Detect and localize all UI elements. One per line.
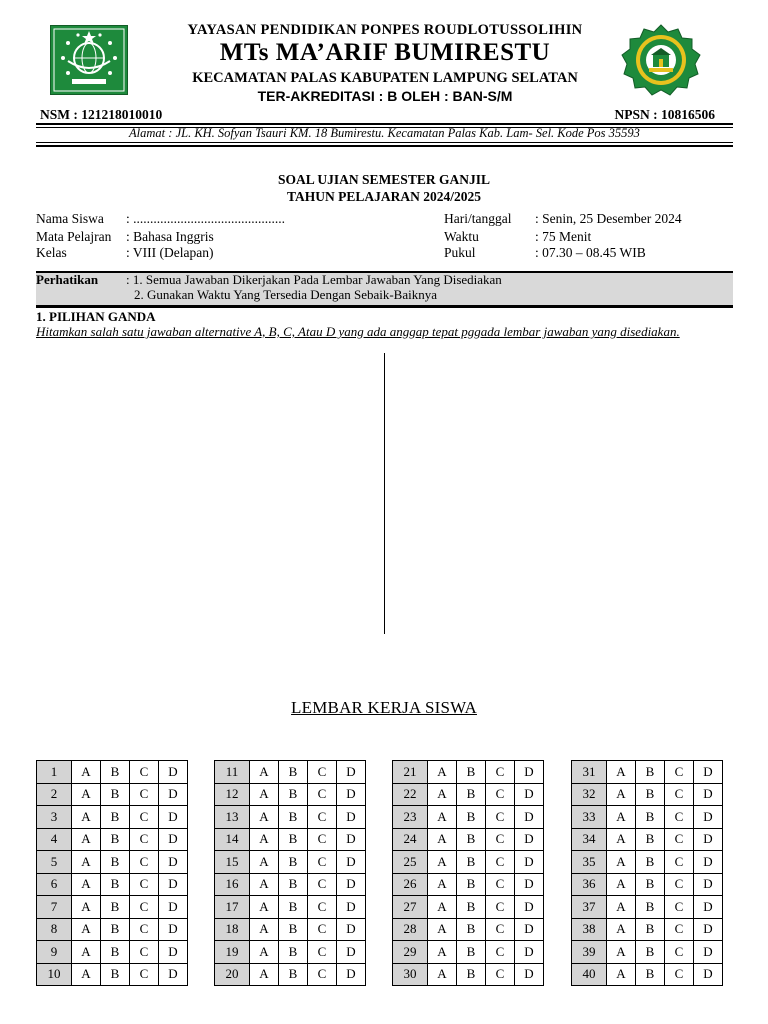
question-number: 34 xyxy=(572,828,607,851)
answer-option-b[interactable]: B xyxy=(457,783,486,806)
hour-label: Pukul xyxy=(444,245,476,260)
answer-option-b[interactable]: B xyxy=(101,896,130,919)
answer-option-d[interactable]: D xyxy=(694,761,723,784)
section-heading: 1. PILIHAN GANDA xyxy=(36,309,156,324)
answer-option-a[interactable]: A xyxy=(250,761,279,784)
school-emblem-logo xyxy=(621,24,701,96)
answer-row xyxy=(37,783,188,806)
answer-row xyxy=(572,851,723,874)
answer-option-a[interactable]: A xyxy=(428,828,457,851)
answer-option-d[interactable]: D xyxy=(515,828,544,851)
answer-option-d[interactable]: D xyxy=(694,896,723,919)
question-number: 13 xyxy=(215,806,250,829)
answer-option-d[interactable]: D xyxy=(159,761,188,784)
answer-option-c[interactable]: C xyxy=(665,851,694,874)
answer-option-a[interactable]: A xyxy=(72,963,101,986)
nahdlatul-ulama-logo xyxy=(50,25,128,95)
question-number: 23 xyxy=(393,806,428,829)
answer-row xyxy=(393,896,544,919)
question-number: 32 xyxy=(572,783,607,806)
header-divider xyxy=(36,123,733,125)
answer-option-b[interactable]: B xyxy=(636,806,665,829)
answer-option-c[interactable]: C xyxy=(308,806,337,829)
exam-title: SOAL UJIAN SEMESTER GANJIL xyxy=(278,172,490,187)
answer-row xyxy=(215,963,366,986)
question-number: 38 xyxy=(572,918,607,941)
question-number: 29 xyxy=(393,941,428,964)
answer-option-a[interactable]: A xyxy=(72,783,101,806)
answer-option-b[interactable]: B xyxy=(636,896,665,919)
answer-option-b[interactable]: B xyxy=(101,851,130,874)
answer-row xyxy=(215,828,366,851)
answer-option-a[interactable]: A xyxy=(607,873,636,896)
answer-option-b[interactable]: B xyxy=(457,918,486,941)
school-name: MTs MA’ARIF BUMIRESTU xyxy=(219,39,551,66)
answer-option-a[interactable]: A xyxy=(428,806,457,829)
answer-row xyxy=(37,873,188,896)
answer-option-b[interactable]: B xyxy=(457,873,486,896)
question-number: 27 xyxy=(393,896,428,919)
answer-option-c[interactable]: C xyxy=(130,783,159,806)
answer-option-d[interactable]: D xyxy=(159,806,188,829)
answer-row xyxy=(37,896,188,919)
answer-option-c[interactable]: C xyxy=(486,896,515,919)
answer-option-c[interactable]: C xyxy=(665,873,694,896)
question-number: 17 xyxy=(215,896,250,919)
answer-option-c[interactable]: C xyxy=(486,783,515,806)
answer-option-a[interactable]: A xyxy=(428,873,457,896)
answer-option-a[interactable]: A xyxy=(607,806,636,829)
answer-option-d[interactable]: D xyxy=(515,761,544,784)
question-number: 4 xyxy=(37,828,72,851)
answer-option-c[interactable]: C xyxy=(308,873,337,896)
answer-option-a[interactable]: A xyxy=(428,896,457,919)
answer-option-c[interactable]: C xyxy=(130,828,159,851)
answer-option-d[interactable]: D xyxy=(159,941,188,964)
answer-option-b[interactable]: B xyxy=(279,828,308,851)
answer-option-a[interactable]: A xyxy=(72,806,101,829)
answer-option-c[interactable]: C xyxy=(130,941,159,964)
answer-option-a[interactable]: A xyxy=(250,896,279,919)
answer-option-d[interactable]: D xyxy=(515,941,544,964)
answer-option-d[interactable]: D xyxy=(337,918,366,941)
answer-option-d[interactable]: D xyxy=(515,873,544,896)
answer-option-b[interactable]: B xyxy=(279,851,308,874)
answer-option-c[interactable]: C xyxy=(665,761,694,784)
answer-option-c[interactable]: C xyxy=(665,963,694,986)
answer-row xyxy=(572,873,723,896)
answer-row xyxy=(572,806,723,829)
answer-option-b[interactable]: B xyxy=(457,963,486,986)
answer-row xyxy=(215,873,366,896)
answer-option-c[interactable]: C xyxy=(130,896,159,919)
answer-row xyxy=(572,941,723,964)
answer-row xyxy=(572,783,723,806)
answer-row xyxy=(572,918,723,941)
answer-row xyxy=(215,941,366,964)
answer-option-c[interactable]: C xyxy=(486,873,515,896)
answer-option-b[interactable]: B xyxy=(457,828,486,851)
answer-option-c[interactable]: C xyxy=(308,783,337,806)
answer-option-a[interactable]: A xyxy=(428,783,457,806)
answer-option-a[interactable]: A xyxy=(607,918,636,941)
answer-row xyxy=(393,783,544,806)
answer-option-d[interactable]: D xyxy=(515,963,544,986)
question-number: 40 xyxy=(572,963,607,986)
answer-option-c[interactable]: C xyxy=(308,828,337,851)
answer-option-d[interactable]: D xyxy=(337,941,366,964)
hour-value: : 07.30 – 08.45 WIB xyxy=(535,245,646,260)
question-number: 5 xyxy=(37,851,72,874)
question-number: 28 xyxy=(393,918,428,941)
answer-grid-1 xyxy=(36,760,188,986)
answer-option-a[interactable]: A xyxy=(250,963,279,986)
answer-row xyxy=(37,918,188,941)
attention-line-1: : 1. Semua Jawaban Dikerjakan Pada Lembar Jawaban Yang Disediakan xyxy=(126,272,502,287)
duration-label: Waktu xyxy=(444,229,479,244)
answer-row xyxy=(572,761,723,784)
answer-option-d[interactable]: D xyxy=(159,783,188,806)
question-number: 19 xyxy=(215,941,250,964)
question-number: 2 xyxy=(37,783,72,806)
question-number: 20 xyxy=(215,963,250,986)
question-number: 37 xyxy=(572,896,607,919)
answer-row xyxy=(393,761,544,784)
question-number: 1 xyxy=(37,761,72,784)
answer-option-a[interactable]: A xyxy=(428,851,457,874)
question-number: 16 xyxy=(215,873,250,896)
answer-option-b[interactable]: B xyxy=(457,761,486,784)
answer-row xyxy=(215,896,366,919)
answer-option-b[interactable]: B xyxy=(279,761,308,784)
question-number: 14 xyxy=(215,828,250,851)
answer-option-c[interactable]: C xyxy=(486,963,515,986)
answer-option-d[interactable]: D xyxy=(515,896,544,919)
question-number: 6 xyxy=(37,873,72,896)
answer-row xyxy=(572,828,723,851)
answer-row xyxy=(215,851,366,874)
answer-option-c[interactable]: C xyxy=(308,761,337,784)
answer-row xyxy=(215,806,366,829)
answer-option-c[interactable]: C xyxy=(130,918,159,941)
answer-option-b[interactable]: B xyxy=(279,783,308,806)
answer-option-c[interactable]: C xyxy=(665,941,694,964)
answer-row xyxy=(393,963,544,986)
answer-option-c[interactable]: C xyxy=(665,783,694,806)
answer-row xyxy=(393,918,544,941)
attention-label: Perhatikan xyxy=(36,272,99,287)
question-number: 36 xyxy=(572,873,607,896)
answer-option-b[interactable]: B xyxy=(636,873,665,896)
answer-option-d[interactable]: D xyxy=(159,851,188,874)
answer-option-a[interactable]: A xyxy=(250,873,279,896)
answer-option-c[interactable]: C xyxy=(308,851,337,874)
answer-option-b[interactable]: B xyxy=(101,761,130,784)
answer-option-a[interactable]: A xyxy=(72,828,101,851)
answer-grid-4 xyxy=(571,760,723,986)
answer-row xyxy=(37,941,188,964)
answer-option-d[interactable]: D xyxy=(694,828,723,851)
answer-row xyxy=(37,806,188,829)
duration-value: : 75 Menit xyxy=(535,229,592,244)
answer-option-c[interactable]: C xyxy=(486,918,515,941)
question-number: 31 xyxy=(572,761,607,784)
answer-option-d[interactable]: D xyxy=(694,783,723,806)
answer-option-b[interactable]: B xyxy=(279,896,308,919)
answer-option-d[interactable]: D xyxy=(159,828,188,851)
answer-option-a[interactable]: A xyxy=(250,828,279,851)
answer-row xyxy=(572,896,723,919)
answer-option-d[interactable]: D xyxy=(159,896,188,919)
answer-option-a[interactable]: A xyxy=(72,851,101,874)
question-number: 9 xyxy=(37,941,72,964)
answer-option-b[interactable]: B xyxy=(636,828,665,851)
answer-option-b[interactable]: B xyxy=(101,783,130,806)
answer-option-c[interactable]: C xyxy=(130,851,159,874)
answer-row xyxy=(393,828,544,851)
answer-option-d[interactable]: D xyxy=(515,851,544,874)
question-number: 26 xyxy=(393,873,428,896)
question-number: 8 xyxy=(37,918,72,941)
answer-option-d[interactable]: D xyxy=(159,873,188,896)
question-number: 22 xyxy=(393,783,428,806)
answer-option-d[interactable]: D xyxy=(694,806,723,829)
answer-option-a[interactable]: A xyxy=(428,941,457,964)
answer-option-b[interactable]: B xyxy=(457,896,486,919)
answer-row xyxy=(393,941,544,964)
question-number: 24 xyxy=(393,828,428,851)
answer-option-d[interactable]: D xyxy=(337,851,366,874)
answer-option-b[interactable]: B xyxy=(101,941,130,964)
answer-option-d[interactable]: D xyxy=(337,761,366,784)
answer-option-c[interactable]: C xyxy=(130,963,159,986)
answer-option-a[interactable]: A xyxy=(607,851,636,874)
answer-row xyxy=(37,761,188,784)
section-instruction: Hitamkan salah satu jawaban alternative A, B, C, Atau D yang ada anggap tepat pggada lembar jawaban yang disediakan. xyxy=(36,324,680,339)
question-number: 15 xyxy=(215,851,250,874)
answer-option-d[interactable]: D xyxy=(694,851,723,874)
question-number: 10 xyxy=(37,963,72,986)
answer-option-d[interactable]: D xyxy=(694,918,723,941)
answer-option-b[interactable]: B xyxy=(101,873,130,896)
answer-option-d[interactable]: D xyxy=(337,896,366,919)
answer-option-c[interactable]: C xyxy=(665,828,694,851)
answer-option-c[interactable]: C xyxy=(130,806,159,829)
subject-value: : Bahasa Inggris xyxy=(126,229,214,244)
answer-row xyxy=(37,851,188,874)
question-number: 25 xyxy=(393,851,428,874)
answer-option-a[interactable]: A xyxy=(250,783,279,806)
question-number: 18 xyxy=(215,918,250,941)
answer-option-a[interactable]: A xyxy=(428,963,457,986)
answer-option-c[interactable]: C xyxy=(486,828,515,851)
answer-row xyxy=(215,761,366,784)
column-divider xyxy=(384,353,385,634)
answer-option-d[interactable]: D xyxy=(337,783,366,806)
answer-option-a[interactable]: A xyxy=(607,963,636,986)
foundation-name: YAYASAN PENDIDIKAN PONPES ROUDLOTUSSOLIHIN xyxy=(187,22,583,38)
answer-option-b[interactable]: B xyxy=(636,918,665,941)
answer-option-c[interactable]: C xyxy=(486,761,515,784)
answer-option-d[interactable]: D xyxy=(694,963,723,986)
answer-option-a[interactable]: A xyxy=(428,918,457,941)
answer-option-a[interactable]: A xyxy=(72,761,101,784)
answer-option-c[interactable]: C xyxy=(308,918,337,941)
question-number: 11 xyxy=(215,761,250,784)
answer-row xyxy=(572,963,723,986)
answer-row xyxy=(215,783,366,806)
answer-option-a[interactable]: A xyxy=(428,761,457,784)
answer-option-a[interactable]: A xyxy=(250,918,279,941)
question-number: 33 xyxy=(572,806,607,829)
question-number: 3 xyxy=(37,806,72,829)
question-number: 7 xyxy=(37,896,72,919)
nsm-number: NSM : 121218010010 xyxy=(40,107,163,122)
answer-option-d[interactable]: D xyxy=(694,941,723,964)
answer-option-d[interactable]: D xyxy=(515,918,544,941)
answer-option-a[interactable]: A xyxy=(250,851,279,874)
answer-option-b[interactable]: B xyxy=(279,873,308,896)
answer-grid-3 xyxy=(392,760,544,986)
answer-option-b[interactable]: B xyxy=(636,963,665,986)
question-number: 21 xyxy=(393,761,428,784)
answer-option-d[interactable]: D xyxy=(337,806,366,829)
answer-option-a[interactable]: A xyxy=(72,918,101,941)
answer-option-a[interactable]: A xyxy=(72,941,101,964)
answer-option-c[interactable]: C xyxy=(308,963,337,986)
answer-option-c[interactable]: C xyxy=(308,941,337,964)
answer-row xyxy=(393,851,544,874)
subject-label: Mata Pelajran xyxy=(36,229,112,244)
day-label: Hari/tanggal xyxy=(444,211,512,226)
answer-option-a[interactable]: A xyxy=(607,941,636,964)
question-number: 35 xyxy=(572,851,607,874)
exam-year: TAHUN PELAJARAN 2024/2025 xyxy=(286,189,481,204)
answer-option-c[interactable]: C xyxy=(665,806,694,829)
answer-option-a[interactable]: A xyxy=(607,761,636,784)
answer-option-d[interactable]: D xyxy=(337,963,366,986)
address-divider-thin xyxy=(36,142,733,143)
npsn-number: NPSN : 10816506 xyxy=(614,107,715,122)
answer-option-c[interactable]: C xyxy=(308,896,337,919)
question-number: 12 xyxy=(215,783,250,806)
answer-row xyxy=(393,873,544,896)
answer-option-b[interactable]: B xyxy=(457,806,486,829)
answer-row xyxy=(393,806,544,829)
answer-option-b[interactable]: B xyxy=(101,828,130,851)
class-value: : VIII (Delapan) xyxy=(126,245,214,260)
answer-sheet-title: LEMBAR KERJA SISWA xyxy=(291,698,477,717)
answer-option-a[interactable]: A xyxy=(607,896,636,919)
answer-option-b[interactable]: B xyxy=(636,941,665,964)
student-name-field: : ............................................. xyxy=(126,211,286,226)
answer-option-d[interactable]: D xyxy=(159,918,188,941)
answer-option-a[interactable]: A xyxy=(72,896,101,919)
answer-option-d[interactable]: D xyxy=(515,806,544,829)
answer-option-c[interactable]: C xyxy=(665,896,694,919)
answer-option-a[interactable]: A xyxy=(250,806,279,829)
answer-option-c[interactable]: C xyxy=(486,806,515,829)
answer-option-c[interactable]: C xyxy=(665,918,694,941)
address-divider xyxy=(36,145,733,147)
school-district: KECAMATAN PALAS KABUPATEN LAMPUNG SELATAN xyxy=(192,70,578,86)
answer-row xyxy=(215,918,366,941)
answer-option-b[interactable]: B xyxy=(279,963,308,986)
answer-option-d[interactable]: D xyxy=(515,783,544,806)
attention-line-2: 2. Gunakan Waktu Yang Tersedia Dengan Sebaik-Baiknya xyxy=(134,287,437,302)
answer-grid-2 xyxy=(214,760,366,986)
answer-option-c[interactable]: C xyxy=(130,873,159,896)
answer-option-b[interactable]: B xyxy=(457,941,486,964)
answer-option-b[interactable]: B xyxy=(101,918,130,941)
question-number: 39 xyxy=(572,941,607,964)
answer-option-c[interactable]: C xyxy=(486,941,515,964)
class-label: Kelas xyxy=(36,245,67,260)
answer-row xyxy=(37,963,188,986)
accreditation-status: TER-AKREDITASI : B OLEH : BAN-S/M xyxy=(257,88,513,104)
answer-option-c[interactable]: C xyxy=(486,851,515,874)
answer-option-b[interactable]: B xyxy=(636,761,665,784)
answer-option-b[interactable]: B xyxy=(279,806,308,829)
answer-option-a[interactable]: A xyxy=(607,783,636,806)
school-address: Alamat : JL. KH. Sofyan Tsauri KM. 18 Bumirestu. Kecamatan Palas Kab. Lam- Sel. Kode Pos 35593 xyxy=(129,126,640,140)
answer-option-d[interactable]: D xyxy=(159,963,188,986)
answer-option-d[interactable]: D xyxy=(337,828,366,851)
answer-option-b[interactable]: B xyxy=(279,941,308,964)
answer-option-d[interactable]: D xyxy=(694,873,723,896)
answer-option-a[interactable]: A xyxy=(250,941,279,964)
answer-option-b[interactable]: B xyxy=(279,918,308,941)
answer-row xyxy=(37,828,188,851)
answer-option-b[interactable]: B xyxy=(457,851,486,874)
answer-option-b[interactable]: B xyxy=(636,783,665,806)
answer-option-b[interactable]: B xyxy=(101,806,130,829)
answer-option-b[interactable]: B xyxy=(636,851,665,874)
answer-option-a[interactable]: A xyxy=(72,873,101,896)
answer-option-c[interactable]: C xyxy=(130,761,159,784)
answer-option-d[interactable]: D xyxy=(337,873,366,896)
answer-option-b[interactable]: B xyxy=(101,963,130,986)
question-number: 30 xyxy=(393,963,428,986)
student-name-label: Nama Siswa xyxy=(36,211,104,226)
answer-option-a[interactable]: A xyxy=(607,828,636,851)
day-value: : Senin, 25 Desember 2024 xyxy=(535,211,682,226)
